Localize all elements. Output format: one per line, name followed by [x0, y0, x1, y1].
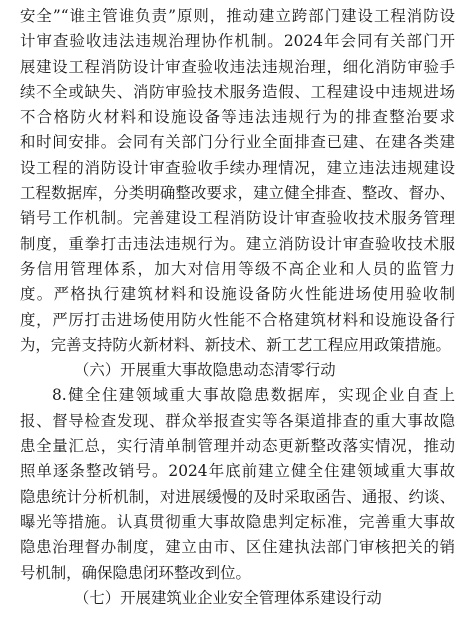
paragraph-line: 设工程的消防设计审查验收手续办理情况，建立违法违规建设 — [20, 158, 455, 177]
paragraph-line: 患全量汇总，实行清单制管理并动态更新整改落实情况，推动 — [20, 437, 455, 456]
paragraph-tail — [20, 4, 455, 358]
paragraph-line: 和时间安排。会同有关部门分行业全面排查已建、在建各类建 — [20, 133, 455, 152]
paragraph-line: 不合格防火材料和设施设备等违法违规行为的排查整治要求 — [20, 108, 455, 127]
paragraph-line: 度，严厉打击进场使用防火性能不合格建筑材料和设施设备行 — [20, 310, 455, 329]
paragraph-line: 展建设工程消防设计审查验收违法违规治理，细化消防审验手 — [20, 57, 455, 76]
section-heading: （六）开展重大事故隐患动态清零行动 — [74, 361, 336, 380]
paragraph-line: 为，完善支持防火新材料、新技术、新工艺工程应用政策措施。 — [20, 335, 451, 354]
paragraph-line: 销号工作机制。完善建设工程消防设计审查验收技术服务管理 — [20, 209, 455, 228]
paragraph-line: 计审查验收违法违规治理协作机制。2024年会同有关部门开 — [20, 32, 455, 51]
paragraph-line: 8.健全住建领域重大事故隐患数据库，实现企业自查上 — [52, 386, 455, 405]
paragraph-line: 隐患治理督办制度，建立由市、区住建执法部门审核把关的销 — [20, 538, 455, 557]
paragraph-line: 安全”“谁主管谁负责”原则，推动建立跨部门建设工程消防设 — [20, 7, 455, 25]
paragraph-line: 号机制，确保隐患闭环整改到位。 — [20, 563, 251, 582]
paragraph-line: 工程数据库，分类明确整改要求，建立健全排查、整改、督办、 — [20, 184, 455, 203]
paragraph-line: 照单逐条整改销号。2024年底前建立健全住建领域重大事故 — [20, 462, 455, 481]
paragraph-line: 制度，重拳打击违法违规行为。建立消防设计审查验收技术服 — [20, 234, 455, 253]
paragraph-item-8 — [20, 383, 455, 585]
paragraph-line: 度。严格执行建筑材料和设施设备防火性能进场使用验收制 — [20, 285, 455, 304]
paragraph-line: 务信用管理体系，加大对信用等级不高企业和人员的监管力 — [20, 259, 455, 278]
section-heading: （七）开展建筑业企业安全管理体系建设行动 — [74, 588, 382, 607]
paragraph-line: 续不全或缺失、消防审验技术服务造假、工程建设中违规进场 — [20, 82, 455, 101]
paragraph-line: 隐患统计分析机制，对进展缓慢的及时采取函告、通报、约谈、 — [20, 487, 455, 506]
paragraph-line: 曝光等措施。认真贯彻重大事故隐患判定标准，完善重大事故 — [20, 512, 455, 531]
paragraph-line: 报、督导检查发现、群众举报查实等各渠道排查的重大事故隐 — [20, 411, 455, 430]
